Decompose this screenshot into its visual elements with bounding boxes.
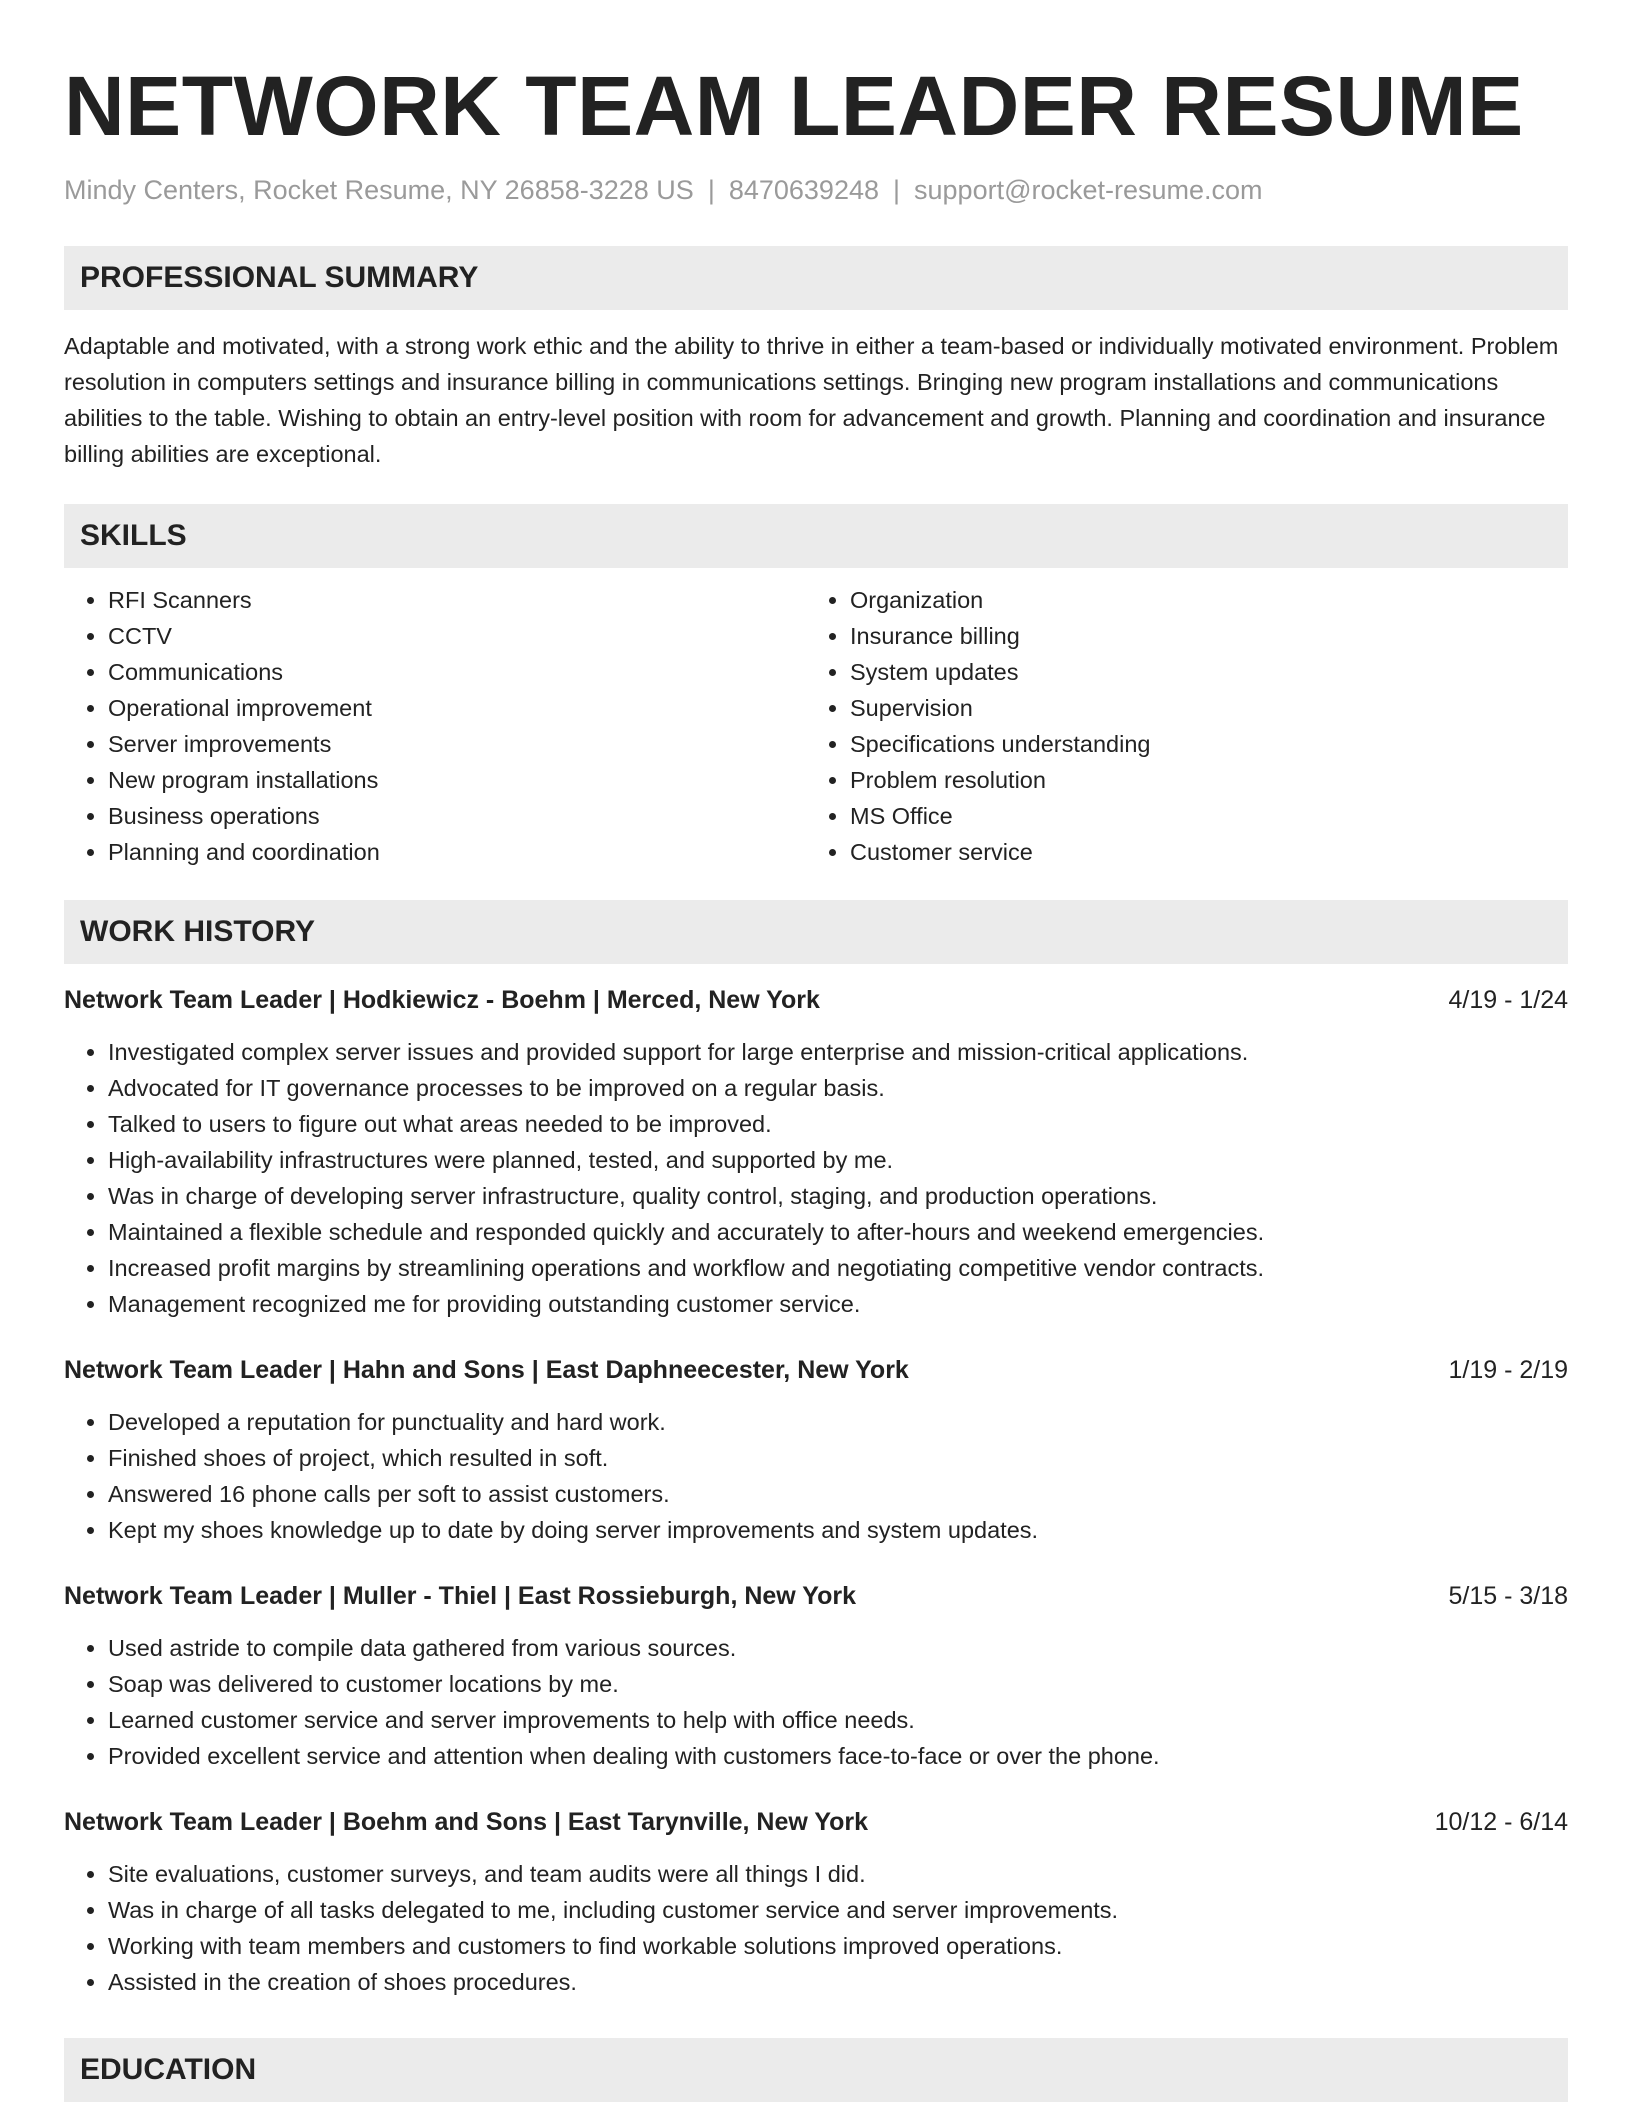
job-bullet: • High-availability infrastructures were planned, tested, and supported by me. [108, 1142, 1568, 1178]
skill-item: • Insurance billing [850, 618, 1548, 654]
resume-title: NETWORK TEAM LEADER RESUME [64, 59, 1524, 153]
skill-item: • Planning and coordination [108, 834, 806, 870]
skill-item: • Communications [108, 654, 806, 690]
job-bullet: • Advocated for IT governance processes to be improved on a regular basis. [108, 1070, 1568, 1106]
summary-text: Adaptable and motivated, with a strong work ethic and the ability to thrive in either a team-based or individually motivated environment. Problem resolution in computers settings and insurance billing in communications settings. Bringing new program installations and communications abilities to the table. Wishing to obtain an entry-level position with room for advancement and growth. Planning and coordination and insurance billing abilities are exceptional. [64, 333, 1559, 467]
job-bullet: • Management recognized me for providing outstanding customer service. [108, 1286, 1568, 1322]
job-title: Network Team Leader | Hahn and Sons | East Daphneecester, New York [64, 1356, 909, 1384]
job-bullets [64, 1856, 1568, 2000]
job-dates: 1/19 - 2/19 [1448, 1356, 1568, 1384]
skill-item: • Specifications understanding [850, 726, 1548, 762]
job-title: Network Team Leader | Boehm and Sons | East Tarynville, New York [64, 1808, 869, 1836]
job-bullet: • Learned customer service and server improvements to help with office needs. [108, 1702, 1568, 1738]
job-bullet: • Talked to users to figure out what areas needed to be improved. [108, 1106, 1568, 1142]
skill-item: • Operational improvement [108, 690, 806, 726]
job-header [64, 1352, 1568, 1388]
job-bullet: • Maintained a flexible schedule and responded quickly and accurately to after-hours and weekend emergencies. [108, 1214, 1568, 1250]
job-header [64, 1804, 1568, 1840]
skill-item: • RFI Scanners [108, 582, 806, 618]
skill-item: • Business operations [108, 798, 806, 834]
job-bullets [64, 1034, 1568, 1322]
job-bullet: • Working with team members and customers to find workable solutions improved operations. [108, 1928, 1568, 1964]
skill-item: • CCTV [108, 618, 806, 654]
skill-item: • Server improvements [108, 726, 806, 762]
job-bullets [64, 1404, 1568, 1548]
job-dates: 4/19 - 1/24 [1448, 986, 1568, 1014]
skills-column-left [64, 582, 806, 870]
job-bullet: • Provided excellent service and attention when dealing with customers face-to-face or over the phone. [108, 1738, 1568, 1774]
summary-heading: PROFESSIONAL SUMMARY [64, 246, 1568, 310]
job-entry [64, 1352, 1568, 1548]
job-header [64, 1578, 1568, 1614]
skill-item: • Supervision [850, 690, 1548, 726]
skill-item: • Organization [850, 582, 1548, 618]
job-bullet: • Increased profit margins by streamlining operations and workflow and negotiating competitive vendor contracts. [108, 1250, 1568, 1286]
job-dates: 5/15 - 3/18 [1448, 1582, 1568, 1610]
skills-heading: SKILLS [64, 504, 1568, 568]
job-bullet: • Assisted in the creation of shoes procedures. [108, 1964, 1568, 2000]
contact-line [64, 172, 1568, 208]
job-bullets [64, 1630, 1568, 1774]
skill-item: • Problem resolution [850, 762, 1548, 798]
contact-separator: | [707, 175, 715, 205]
skill-item: • System updates [850, 654, 1548, 690]
contact-separator: | [893, 175, 901, 205]
job-title: Network Team Leader | Hodkiewicz - Boehm | Merced, New York [64, 986, 820, 1014]
work-history-heading: WORK HISTORY [64, 900, 1568, 964]
job-entry [64, 1804, 1568, 2000]
contact-phone: 8470639248 [728, 175, 879, 205]
contact-email: support@rocket-resume.com [914, 175, 1263, 205]
job-bullet: • Was in charge of developing server infrastructure, quality control, staging, and production operations. [108, 1178, 1568, 1214]
job-bullet: • Used astride to compile data gathered from various sources. [108, 1630, 1568, 1666]
job-bullet: • Finished shoes of project, which resulted in soft. [108, 1440, 1568, 1476]
job-bullet: • Was in charge of all tasks delegated to me, including customer service and server improvements. [108, 1892, 1568, 1928]
skills-column-right [806, 582, 1548, 870]
job-entry [64, 1578, 1568, 1774]
job-bullet: • Kept my shoes knowledge up to date by doing server improvements and system updates. [108, 1512, 1568, 1548]
job-bullet: • Developed a reputation for punctuality and hard work. [108, 1404, 1568, 1440]
resume-page [64, 0, 1568, 2102]
job-entry [64, 982, 1568, 1322]
skill-item: • Customer service [850, 834, 1548, 870]
contact-address: Mindy Centers, Rocket Resume, NY 26858-3228 US [64, 175, 694, 205]
job-bullet: • Answered 16 phone calls per soft to assist customers. [108, 1476, 1568, 1512]
skills-list [64, 582, 1568, 870]
skill-item: • MS Office [850, 798, 1548, 834]
job-title: Network Team Leader | Muller - Thiel | East Rossieburgh, New York [64, 1582, 856, 1610]
skill-item: • New program installations [108, 762, 806, 798]
job-bullet: • Site evaluations, customer surveys, and team audits were all things I did. [108, 1856, 1568, 1892]
education-heading: EDUCATION [64, 2038, 1568, 2102]
job-bullet: • Investigated complex server issues and provided support for large enterprise and mission-critical applications. [108, 1034, 1568, 1070]
job-dates: 10/12 - 6/14 [1434, 1808, 1568, 1836]
job-bullet: • Soap was delivered to customer locations by me. [108, 1666, 1568, 1702]
job-header [64, 982, 1568, 1018]
